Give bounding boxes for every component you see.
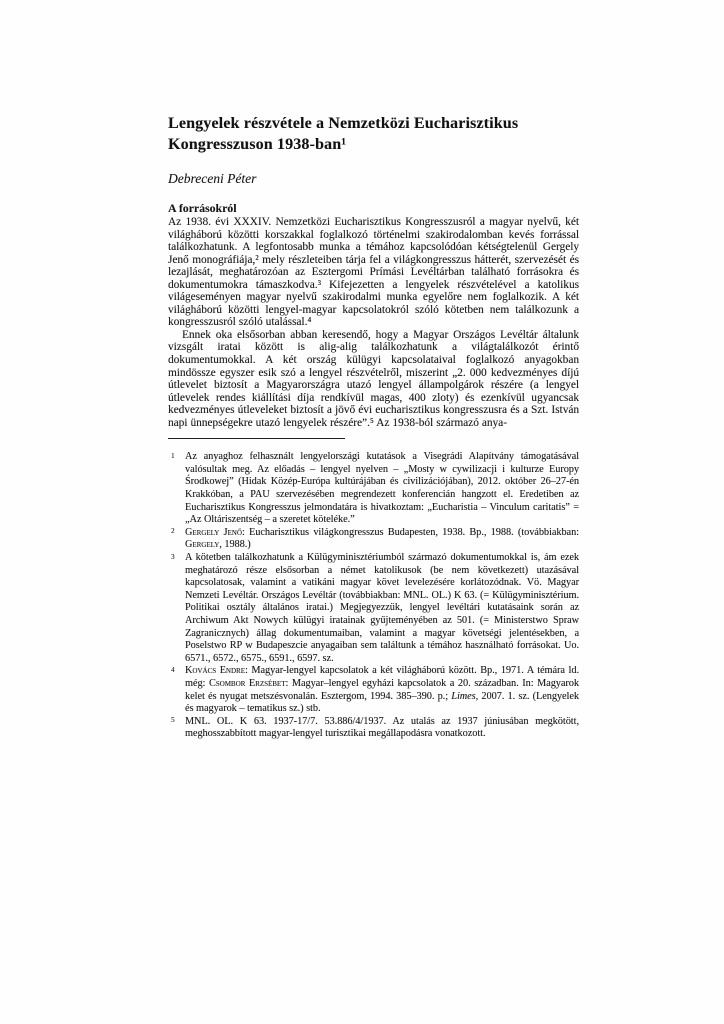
footnote xyxy=(168,527,579,552)
footnote-text: A kötetben találkozhatunk a Külügyminisztériumból származó dokumentumokkal is, ám ezek meghatározó része elsősorban a német katolikusok (be nem következett) utazásával kapcsolatosak, valamint a vatikáni magyar követ levelezésére korlátozódnak. Vö. Magyar Nemzeti Levéltár. Országos Levéltár (továbbiakban: MNL. OL.) K 63. (= Külügyminisztérium. Politikai osztály általános iratai.) Megjegyezzük, lengyel levéltári kutatásaink során az Archiwum Akt Nowych külügyi iratainak gyűjteményében az 501. (= Ministerstwo Spraw Zagranicznych) állag dokumentumaiban, valamint a magyar követségi jelentésekben, a Poselstwo RP w Budapeszcie anyagaiban sem találtunk a témához használható forrásokat. Uo. 6571., 6572., 6575., 6591., 6597. sz. xyxy=(185,552,579,664)
footnote-marker: 5 xyxy=(171,716,175,725)
footnote-marker: 2 xyxy=(171,527,175,536)
footnote-separator xyxy=(168,438,345,439)
footnote-text: Kovács Endre: Magyar-lengyel kapcsolatok a két világháború között. Bp., 1971. A témára ld. még: Csombor Erzsébet: Magyar–lengyel egyházi kapcsolatok a 20. században. In: Magyarok kelet és nyugat metszésvonalán. Esztergom, 1994. 385–390. p.; Limes, 2007. 1. sz. (Lengyelek és magyarok – tematikus sz.) stb. xyxy=(185,665,579,715)
footnote xyxy=(168,451,579,527)
footnote-marker: 4 xyxy=(171,665,175,674)
footnote xyxy=(168,552,579,665)
footnote-text: MNL. OL. K 63. 1937-17/7. 53.886/4/1937. Az utalás az 1937 júniusában megkötött, meghosszabbított magyar-lengyel turisztikai megállapodásra vonatkozott. xyxy=(185,715,579,740)
section-heading: A forrásokról xyxy=(168,201,237,215)
body-paragraph-1: Az 1938. évi XXXIV. Nemzetközi Eucharisztikus Kongresszusról a magyar nyelvű, két világháború közötti korszakkal foglalkozó történelmi szakirodalomban kevés forrással találkozhatunk. A legfontosabb munka a témához kapcsolódóan kétségtelenül Gergely Jenő monográfiája,² mely részleteiben tárja fel a világkongresszus hátterét, szervezését és lezajlását, meghatározóan az Esztergomi Prímási Levéltárban található forrásokra és dokumentumokra támaszkodva.³ Kifejezetten a lengyelek részvételével a katolikus világeseményen magyar nyelvű szakirodalmi munka egyelőre nem foglalkozik. A két világháború közötti lengyel-magyar kapcsolatokról szóló kötetben nem találkozunk a kongresszusról szóló utalással.⁴ xyxy=(168,216,579,329)
footnote xyxy=(168,716,579,741)
footnote-marker: 1 xyxy=(171,451,175,460)
text-block xyxy=(168,113,579,741)
footnote xyxy=(168,665,579,715)
footnote-text: Gergely Jenő: Eucharisztikus világkongresszus Budapesten, 1938. Bp., 1988. (továbbiakban: Gergely, 1988.) xyxy=(185,526,579,551)
footnote-marker: 3 xyxy=(171,552,175,561)
body-paragraph-2: Ennek oka elsősorban abban keresendő, hogy a Magyar Országos Levéltár általunk vizsgált iratai között is alig-alig találkozhatunk a világtalálkozót érintő dokumentumokkal. A két ország külügyi kapcsolataival foglalkozó anyagokban mindössze egyszer esik szó a lengyel részvételről, miszerint „2. 000 kedvezményes díjú útlevelet biztosít a Magyarországra utazó lengyel állampolgárok részére (a lengyel útlevelek rendes kiállítási díja rendkívül magas, 400 zloty) és ezenkívül ugyancsak kedvezményes útleveleket biztosít a jövő évi eucharisztikus kongresszusra és a Szt. István napi ünnepségekre utazó lengyelek részére”.⁵ Az 1938-ból származó anya- xyxy=(168,328,579,429)
footnote-list xyxy=(168,451,579,741)
article-author: Debreceni Péter xyxy=(168,171,257,186)
footnote-text: Az anyaghoz felhasznált lengyelországi kutatások a Visegrádi Alapítvány támogatásával valósultak meg. Az előadás – lengyel nyelven – „Mosty w cywilizacji i kulturze Europy Środkowej” (Hidak Közép-Európa kultúrájában és civilizációjában), 2012. október 26–27-én Krakkóban, a PAU szervezésében megrendezett konferencián hangzott el. Eredetiben az Eucharisztikus Kongresszus jelmondatára is hivatkoztam: „Eucharistia – Vinculum caritatis” = „Az Oltáriszentség – a szeretet köteléke.” xyxy=(185,451,579,526)
article-title: Lengyelek részvétele a Nemzetközi Eucharisztikus Kongresszuson 1938-ban¹ xyxy=(168,115,519,153)
